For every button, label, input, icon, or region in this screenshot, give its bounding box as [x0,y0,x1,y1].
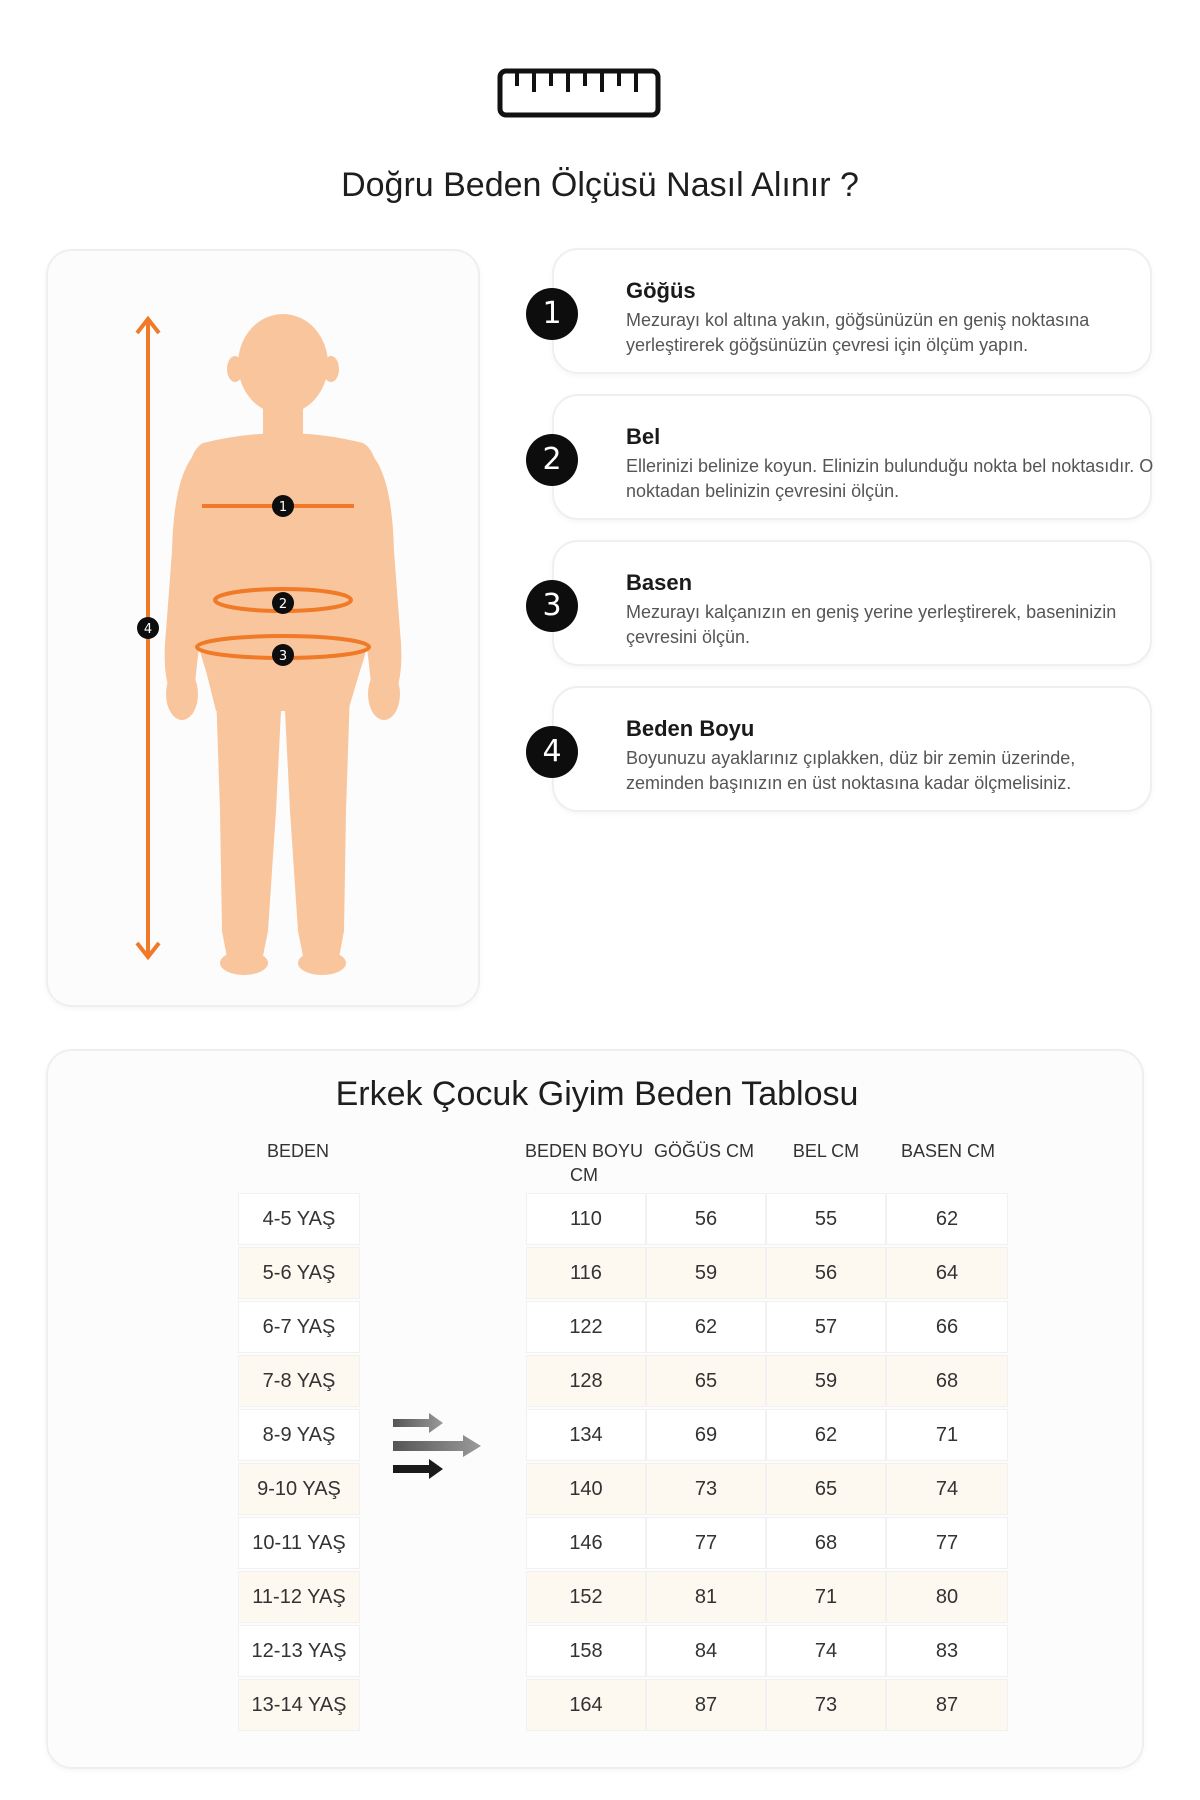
column-header-size: BEDEN [266,1141,329,1161]
step-chest [524,248,1154,378]
step-title: Beden Boyu [626,716,755,741]
step-card [552,394,1152,520]
cell-size: 9-10 YAŞ [238,1463,360,1515]
svg-text:1: 1 [278,500,288,515]
step-description: Mezurayı kalçanızın en geniş yerine yerleştirerek, baseninizin çevresini ölçün. [626,602,1117,647]
step-title: Göğüs [626,278,696,303]
cell-size: 12-13 YAŞ [238,1625,360,1677]
cell-height: 122 [526,1301,646,1353]
cell-hip: 64 [886,1247,1008,1299]
cell-waist: 73 [766,1679,886,1731]
step-description: Boyunuzu ayaklarınız çıplakken, düz bir zemin üzerinde, zeminden başınızın en üst noktasına kadar ölçmelisiniz. [626,748,1076,793]
cell-height: 158 [526,1625,646,1677]
step-hip [524,540,1154,670]
cell-height: 134 [526,1409,646,1461]
cell-chest: 56 [646,1193,766,1245]
cell-chest: 69 [646,1409,766,1461]
page-title: Doğru Beden Ölçüsü Nasıl Alınır ? [341,166,859,204]
column-header-hip: BASEN CM [900,1141,996,1161]
step-description: Ellerinizi belinize koyun. Elinizin bulunduğu nokta bel noktasıdır. O noktadan belinizin çevresini ölçün. [626,456,1154,501]
cell-hip: 71 [886,1409,1008,1461]
cell-hip: 80 [886,1571,1008,1623]
svg-text:2: 2 [278,597,288,612]
arrows-right-icon [391,1413,485,1479]
step-number-badge: 1 [526,288,578,340]
cell-hip: 87 [886,1679,1008,1731]
cell-height: 140 [526,1463,646,1515]
cell-size: 11-12 YAŞ [238,1571,360,1623]
cell-chest: 81 [646,1571,766,1623]
cell-waist: 57 [766,1301,886,1353]
cell-size: 13-14 YAŞ [238,1679,360,1731]
cell-waist: 55 [766,1193,886,1245]
cell-chest: 62 [646,1301,766,1353]
step-title: Bel [626,424,661,449]
cell-size: 10-11 YAŞ [238,1517,360,1569]
step-height [524,686,1154,816]
cell-chest: 87 [646,1679,766,1731]
step-title: Basen [626,570,693,595]
cell-chest: 65 [646,1355,766,1407]
svg-text:4: 4 [143,622,153,637]
cell-hip: 62 [886,1193,1008,1245]
cell-chest: 77 [646,1517,766,1569]
cell-height: 116 [526,1247,646,1299]
measure-marker-1 [272,495,294,517]
cell-hip: 66 [886,1301,1008,1353]
measure-marker-2 [272,592,294,614]
cell-size: 5-6 YAŞ [238,1247,360,1299]
step-card [552,248,1152,374]
cell-waist: 74 [766,1625,886,1677]
cell-height: 110 [526,1193,646,1245]
cell-chest: 73 [646,1463,766,1515]
cell-size: 7-8 YAŞ [238,1355,360,1407]
svg-text:3: 3 [278,649,288,664]
step-number-badge: 3 [526,580,578,632]
cell-hip: 77 [886,1517,1008,1569]
measure-marker-4 [137,617,159,639]
child-body-illustration [48,251,482,1009]
size-table-title: Erkek Çocuk Giyim Beden Tablosu [335,1075,859,1113]
cell-waist: 68 [766,1517,886,1569]
cell-chest: 59 [646,1247,766,1299]
cell-height: 128 [526,1355,646,1407]
cell-height: 152 [526,1571,646,1623]
cell-chest: 84 [646,1625,766,1677]
cell-height: 146 [526,1517,646,1569]
size-table-card [46,1049,1144,1769]
column-header-chest: GÖĞÜS CM [653,1141,754,1161]
step-number-badge: 2 [526,434,578,486]
step-waist [524,394,1154,524]
column-header-height: BEDEN BOYU CM [524,1141,644,1185]
cell-hip: 83 [886,1625,1008,1677]
step-card [552,686,1152,812]
cell-hip: 68 [886,1355,1008,1407]
step-description: Mezurayı kol altına yakın, göğsünüzün en geniş noktasına yerleştirerek göğsünüzün çevresi için ölçüm yapın. [626,310,1090,355]
cell-size: 4-5 YAŞ [238,1193,360,1245]
step-number-badge: 4 [526,726,578,778]
cell-waist: 59 [766,1355,886,1407]
cell-waist: 65 [766,1463,886,1515]
body-figure-card [46,249,480,1007]
step-card [552,540,1152,666]
cell-hip: 74 [886,1463,1008,1515]
cell-waist: 62 [766,1409,886,1461]
cell-waist: 71 [766,1571,886,1623]
cell-height: 164 [526,1679,646,1731]
cell-waist: 56 [766,1247,886,1299]
cell-size: 8-9 YAŞ [238,1409,360,1461]
column-header-waist: BEL CM [792,1141,860,1161]
ruler-icon [497,68,661,120]
measure-marker-3 [272,644,294,666]
cell-size: 6-7 YAŞ [238,1301,360,1353]
